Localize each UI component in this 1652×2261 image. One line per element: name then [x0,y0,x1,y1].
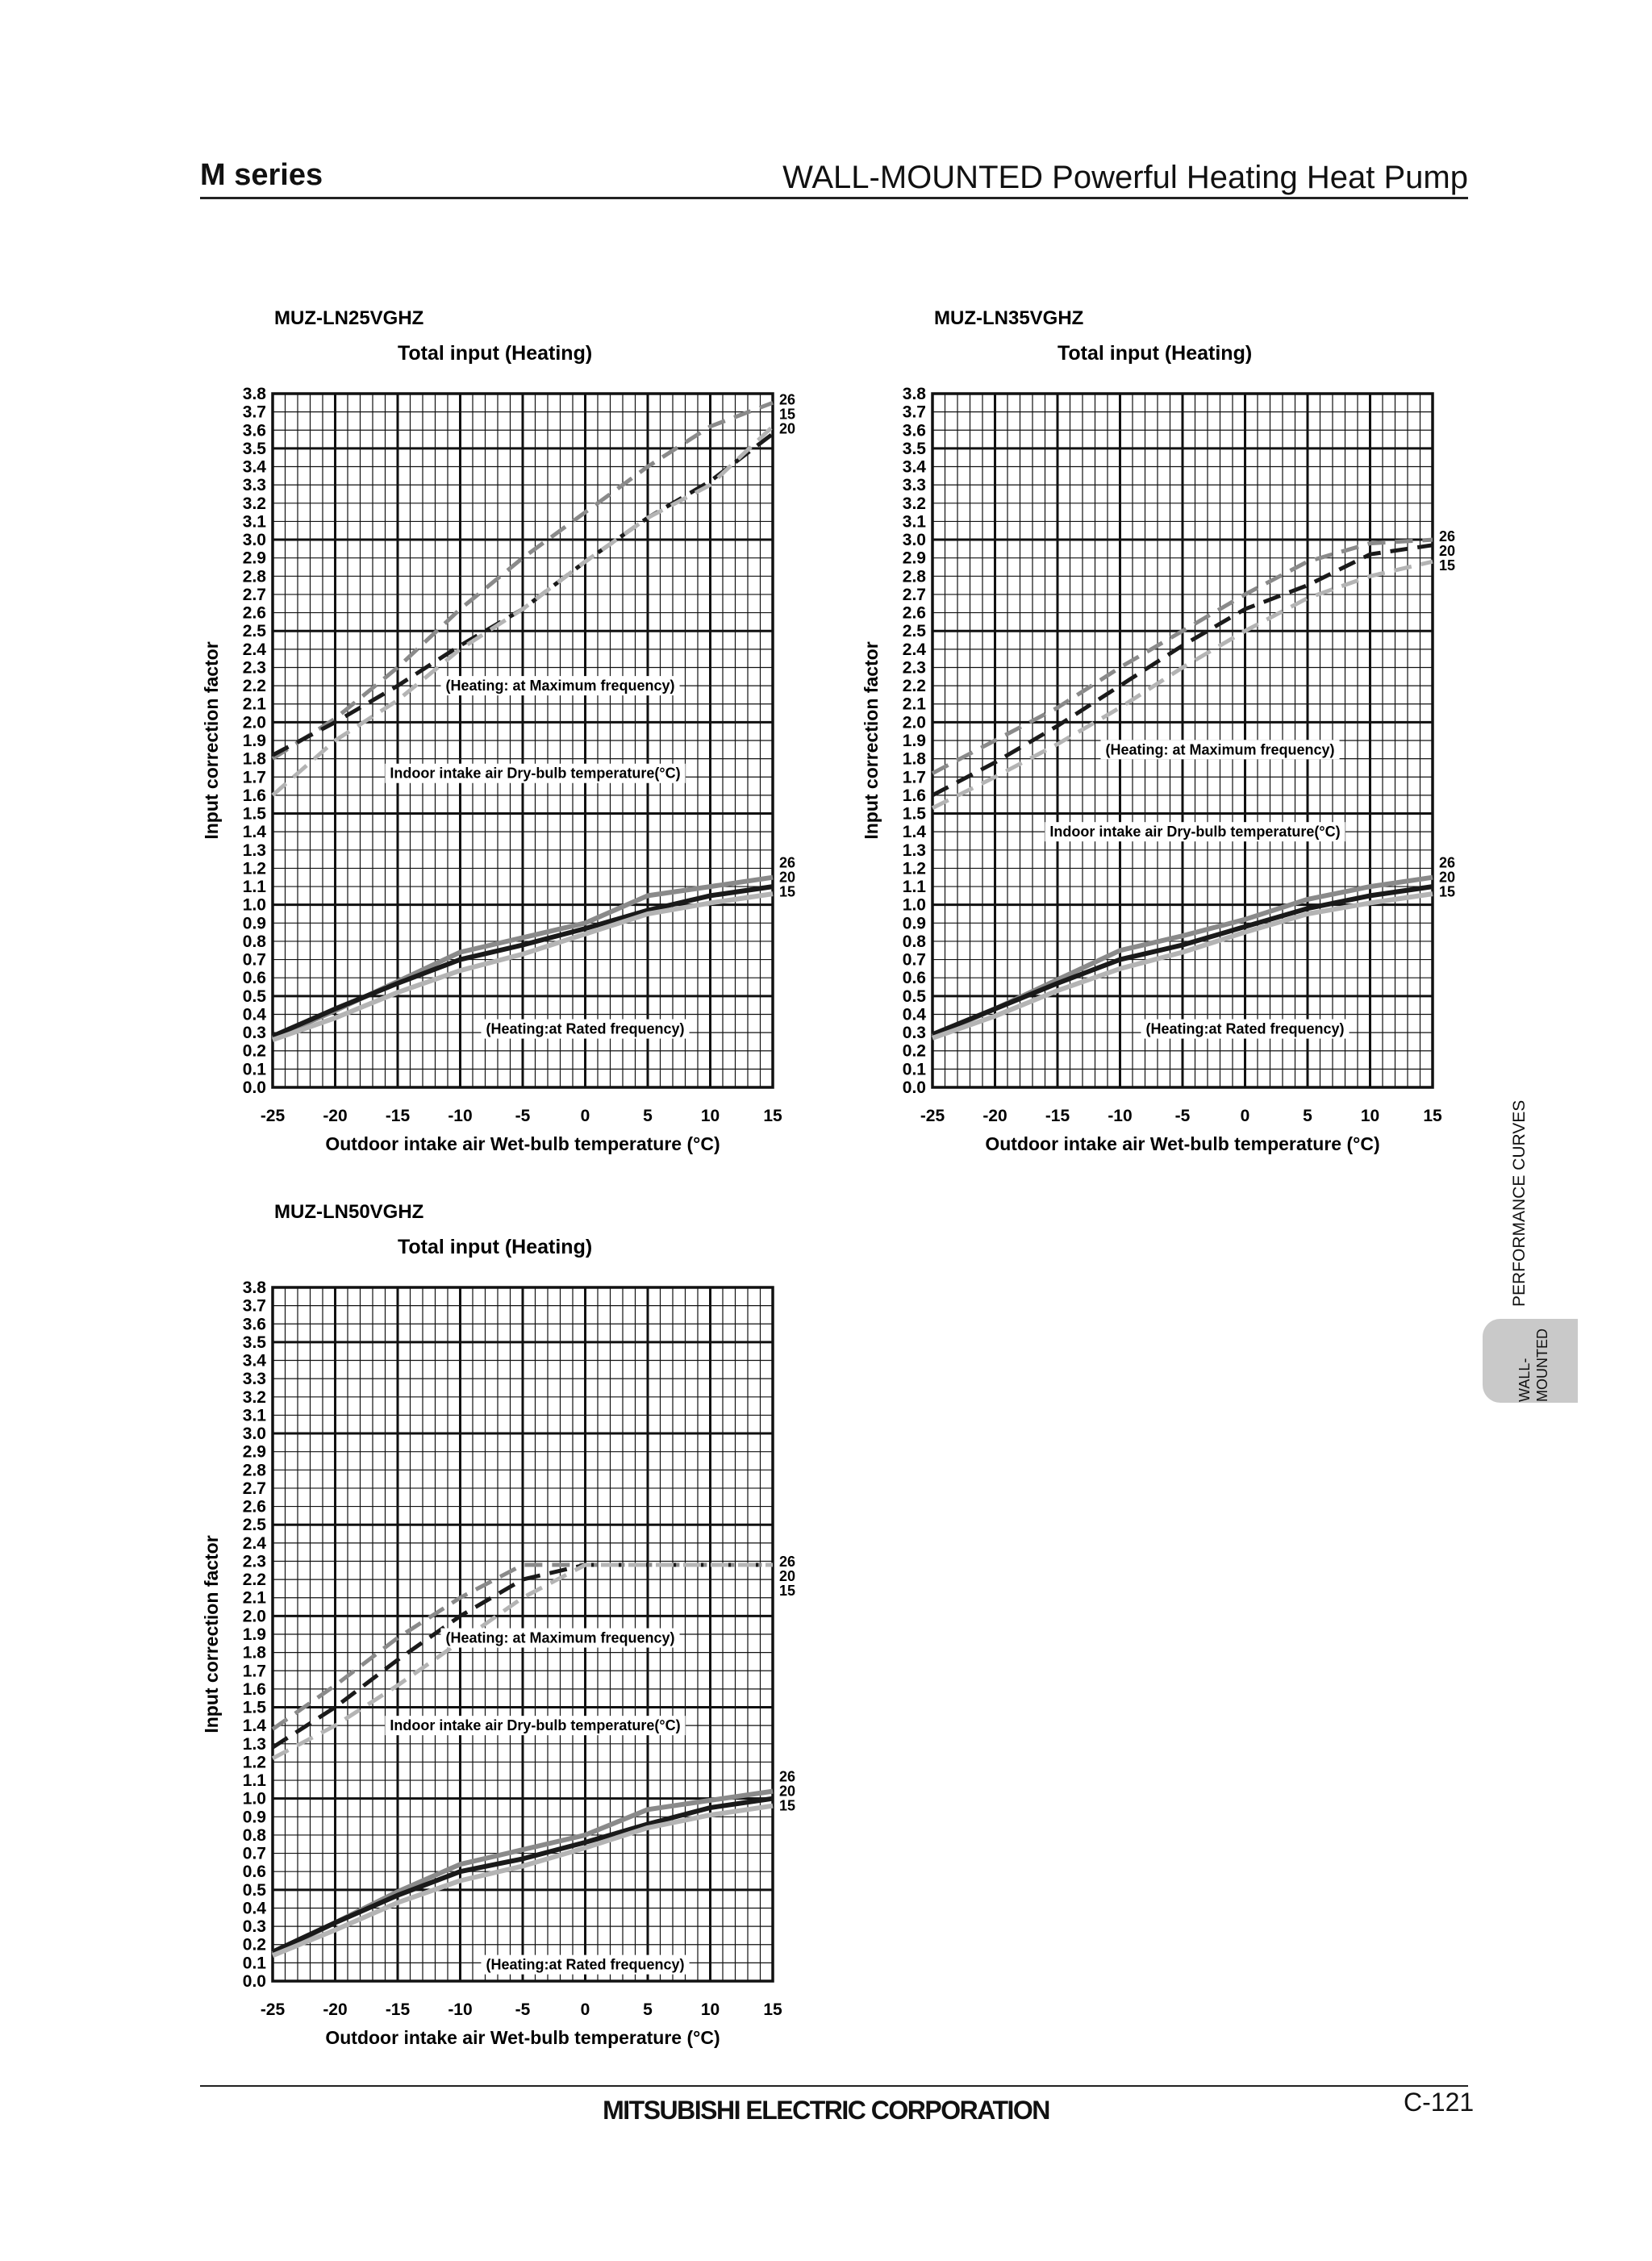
y-tick-label: 1.4 [242,1717,266,1736]
y-tick-label: 1.1 [242,1771,266,1791]
y-tick-label: 0.4 [242,1899,266,1918]
x-tick-label: 10 [700,2000,720,2019]
y-tick-label: 1.2 [242,859,266,878]
x-tick-label: 10 [700,1107,720,1125]
y-tick-label: 2.8 [242,567,266,586]
y-tick-label: 0.4 [242,1005,266,1024]
model-name: MUZ-LN25VGHZ [274,307,424,329]
x-axis-label: Outdoor intake air Wet-bulb temperature (°C) [985,1133,1380,1154]
y-tick-label: 2.0 [242,1607,266,1626]
x-tick-label: -5 [515,2000,531,2019]
footer-divider [200,2085,1468,2087]
max-end-label: 20 [779,420,796,437]
y-tick-label: 1.0 [242,1789,266,1808]
max-end-label: 26 [779,1554,796,1570]
y-tick-label: 2.5 [902,622,926,641]
y-tick-label: 1.6 [242,786,266,805]
y-tick-label: 3.1 [242,1406,266,1425]
y-tick-label: 1.5 [902,804,926,824]
y-tick-label: 2.3 [242,658,266,678]
y-tick-label: 2.2 [242,677,266,696]
x-tick-label: -25 [260,1107,286,1125]
y-tick-label: 1.8 [242,749,266,769]
x-tick-label: 5 [643,1107,653,1125]
y-tick-label: 2.3 [242,1552,266,1571]
y-tick-label: 3.7 [902,403,926,422]
y-tick-label: 3.7 [242,1296,266,1316]
chart-muz-ln50vghz [200,1192,813,2048]
x-axis-label: Outdoor intake air Wet-bulb temperature (°C) [325,2027,720,2048]
y-tick-label: 2.6 [902,603,926,623]
x-tick-label: -20 [982,1107,1007,1125]
y-tick-label: 1.7 [242,768,266,787]
max-end-label: 26 [779,391,796,408]
y-tick-label: 2.6 [242,603,266,623]
y-tick-label: 1.3 [242,1734,266,1754]
x-tick-label: -20 [323,1107,348,1125]
x-tick-label: -15 [385,2000,411,2019]
y-tick-label: 1.8 [242,1643,266,1662]
chart-svg-2 [200,1192,813,2048]
y-tick-label: 2.2 [242,1571,266,1590]
max-frequency-label: (Heating: at Maximum frequency) [1105,741,1335,758]
x-tick-label: 0 [1240,1107,1250,1125]
x-tick-label: -25 [260,2000,286,2019]
section-tab-label-line2: MOUNTED [1534,1329,1550,1402]
y-tick-label: 3.2 [902,494,926,513]
chart-svg-0 [200,298,813,1154]
y-tick-label: 2.4 [242,640,266,659]
model-name: MUZ-LN35VGHZ [934,307,1084,329]
y-tick-label: 0.8 [902,932,926,951]
y-tick-label: 2.0 [902,713,926,732]
y-tick-label: 3.1 [242,512,266,532]
y-tick-label: 3.8 [242,385,266,403]
legend-title: Indoor intake air Dry-bulb temperature(°C) [390,765,681,782]
x-tick-label: -10 [1108,1107,1133,1125]
y-tick-label: 2.8 [242,1461,266,1480]
rated-end-label: 20 [779,869,796,886]
y-tick-label: 2.7 [902,585,926,604]
y-tick-label: 0.8 [242,932,266,951]
y-tick-label: 0.7 [902,950,926,970]
section-tab-label-line1: WALL- [1516,1358,1533,1402]
y-tick-label: 3.7 [242,403,266,422]
rated-end-label: 20 [1439,869,1456,886]
chart-svg-1 [860,298,1473,1154]
y-tick-label: 3.3 [242,476,266,495]
series-title: M series [200,158,323,192]
x-tick-label: -25 [920,1107,945,1125]
x-tick-label: -15 [385,1107,411,1125]
y-tick-label: 1.7 [902,768,926,787]
y-tick-label: 1.3 [902,841,926,860]
y-tick-label: 2.0 [242,713,266,732]
y-tick-label: 1.3 [242,841,266,860]
rated-end-label: 26 [1439,854,1456,871]
x-tick-label: -15 [1045,1107,1070,1125]
page-number: C-121 [1404,2088,1475,2117]
x-tick-label: 5 [643,2000,653,2019]
y-tick-label: 3.6 [242,421,266,440]
y-tick-label: 2.8 [902,567,926,586]
rated-frequency-label: (Heating:at Rated frequency) [1145,1020,1345,1037]
y-tick-label: 1.9 [902,732,926,750]
y-tick-label: 1.2 [242,1753,266,1772]
rated-end-label: 20 [779,1783,796,1800]
y-tick-label: 2.5 [242,622,266,641]
y-tick-label: 3.4 [242,457,266,477]
y-tick-label: 3.5 [242,1333,266,1352]
y-axis-label: Input correction factor [201,641,222,840]
max-frequency-label: (Heating: at Maximum frequency) [445,1629,675,1646]
y-tick-label: 0.3 [242,1917,266,1937]
y-tick-label: 0.9 [242,914,266,933]
max-end-label: 15 [1439,557,1456,574]
max-end-label: 20 [1439,543,1456,560]
y-axis-label: Input correction factor [861,641,882,840]
y-tick-label: 2.7 [242,585,266,604]
x-tick-label: 15 [763,2000,782,2019]
legend-title: Indoor intake air Dry-bulb temperature(°C) [390,1717,681,1734]
y-tick-label: 2.7 [242,1479,266,1498]
rated-end-label: 26 [779,1768,796,1785]
y-tick-label: 3.8 [242,1279,266,1297]
y-tick-label: 0.1 [242,1954,266,1973]
y-tick-label: 2.4 [242,1533,266,1553]
x-tick-label: 5 [1303,1107,1312,1125]
y-tick-label: 0.0 [902,1078,926,1097]
y-tick-label: 0.3 [242,1024,266,1043]
y-tick-label: 0.5 [242,987,266,1006]
rated-end-label: 15 [779,883,796,900]
y-tick-label: 3.1 [902,512,926,532]
legend-title: Indoor intake air Dry-bulb temperature(°C) [1049,824,1341,841]
y-tick-label: 1.9 [242,1625,266,1644]
x-tick-label: 15 [763,1107,782,1125]
section-caption: PERFORMANCE CURVES [1510,1099,1529,1307]
header-divider [200,197,1468,199]
y-tick-label: 3.0 [902,531,926,550]
y-tick-label: 2.4 [902,640,926,659]
y-tick-label: 3.4 [902,457,926,477]
y-tick-label: 0.6 [242,969,266,988]
max-end-label: 15 [779,406,796,423]
y-tick-label: 0.2 [902,1041,926,1061]
y-tick-label: 3.5 [902,439,926,458]
max-frequency-label: (Heating: at Maximum frequency) [445,678,675,695]
y-tick-label: 3.2 [242,494,266,513]
y-tick-label: 0.2 [242,1935,266,1954]
y-tick-label: 2.2 [902,677,926,696]
x-tick-label: 15 [1423,1107,1442,1125]
y-tick-label: 1.1 [242,878,266,897]
y-tick-label: 2.9 [242,549,266,568]
y-tick-label: 3.6 [902,421,926,440]
y-tick-label: 2.3 [902,658,926,678]
company-name: MITSUBISHI ELECTRIC CORPORATION [603,2096,1049,2125]
y-tick-label: 1.6 [242,1679,266,1699]
y-axis-label: Input correction factor [201,1535,222,1733]
y-tick-label: 0.7 [242,950,266,970]
x-tick-label: 0 [580,2000,590,2019]
y-tick-label: 1.1 [902,878,926,897]
y-tick-label: 2.9 [242,1442,266,1462]
y-tick-label: 0.1 [242,1060,266,1079]
y-tick-label: 0.6 [902,969,926,988]
y-tick-label: 1.8 [902,749,926,769]
max-end-label: 20 [779,1568,796,1584]
max-end-label: 26 [1439,528,1456,545]
y-tick-label: 2.5 [242,1516,266,1535]
y-tick-label: 0.9 [902,914,926,933]
y-tick-label: 0.2 [242,1041,266,1061]
x-tick-label: 10 [1360,1107,1380,1125]
y-tick-label: 2.1 [902,695,926,714]
y-tick-label: 0.5 [242,1880,266,1900]
chart-title: Total input (Heating) [398,342,593,365]
x-tick-label: -5 [515,1107,531,1125]
y-tick-label: 3.0 [242,1425,266,1444]
chart-title: Total input (Heating) [398,1236,593,1258]
rated-end-label: 15 [779,1797,796,1814]
y-tick-label: 1.9 [242,732,266,750]
y-tick-label: 2.9 [902,549,926,568]
y-tick-label: 1.2 [902,859,926,878]
model-name: MUZ-LN50VGHZ [274,1201,424,1223]
y-tick-label: 3.3 [242,1370,266,1389]
y-tick-label: 0.3 [902,1024,926,1043]
y-tick-label: 2.1 [242,695,266,714]
document-title: WALL-MOUNTED Powerful Heating Heat Pump [782,160,1468,195]
y-tick-label: 1.0 [902,895,926,915]
y-tick-label: 0.5 [902,987,926,1006]
grid [273,394,773,1087]
y-tick-label: 1.7 [242,1662,266,1681]
y-tick-label: 0.6 [242,1863,266,1882]
y-tick-label: 0.4 [902,1005,926,1024]
y-tick-label: 1.0 [242,895,266,915]
y-tick-label: 3.0 [242,531,266,550]
y-tick-label: 3.8 [902,385,926,403]
y-tick-label: 3.2 [242,1387,266,1407]
y-tick-label: 1.5 [242,1698,266,1717]
y-tick-label: 0.0 [242,1078,266,1097]
x-axis-label: Outdoor intake air Wet-bulb temperature (°C) [325,1133,720,1154]
x-tick-label: 0 [580,1107,590,1125]
rated-frequency-label: (Heating:at Rated frequency) [486,1956,685,1973]
y-tick-label: 3.5 [242,439,266,458]
x-tick-label: -5 [1174,1107,1191,1125]
y-tick-label: 1.6 [902,786,926,805]
y-tick-label: 0.0 [242,1972,266,1991]
chart-muz-ln25vghz [200,298,813,1154]
y-tick-label: 3.6 [242,1315,266,1334]
y-tick-label: 0.8 [242,1825,266,1845]
chart-muz-ln35vghz [860,298,1473,1154]
x-tick-label: -20 [323,2000,348,2019]
rated-end-label: 26 [779,854,796,871]
y-tick-label: 0.1 [902,1060,926,1079]
max-end-label: 15 [779,1583,796,1599]
y-tick-label: 1.5 [242,804,266,824]
chart-title: Total input (Heating) [1058,342,1253,365]
rated-end-label: 15 [1439,883,1456,900]
y-tick-label: 0.7 [242,1844,266,1863]
x-tick-label: -10 [448,1107,473,1125]
y-tick-label: 1.4 [902,823,926,842]
y-tick-label: 1.4 [242,823,266,842]
rated-frequency-label: (Heating:at Rated frequency) [486,1020,685,1037]
y-tick-label: 2.6 [242,1497,266,1516]
x-tick-label: -10 [448,2000,473,2019]
y-tick-label: 3.3 [902,476,926,495]
y-tick-label: 0.9 [242,1808,266,1827]
y-tick-label: 2.1 [242,1588,266,1608]
y-tick-label: 3.4 [242,1351,266,1370]
